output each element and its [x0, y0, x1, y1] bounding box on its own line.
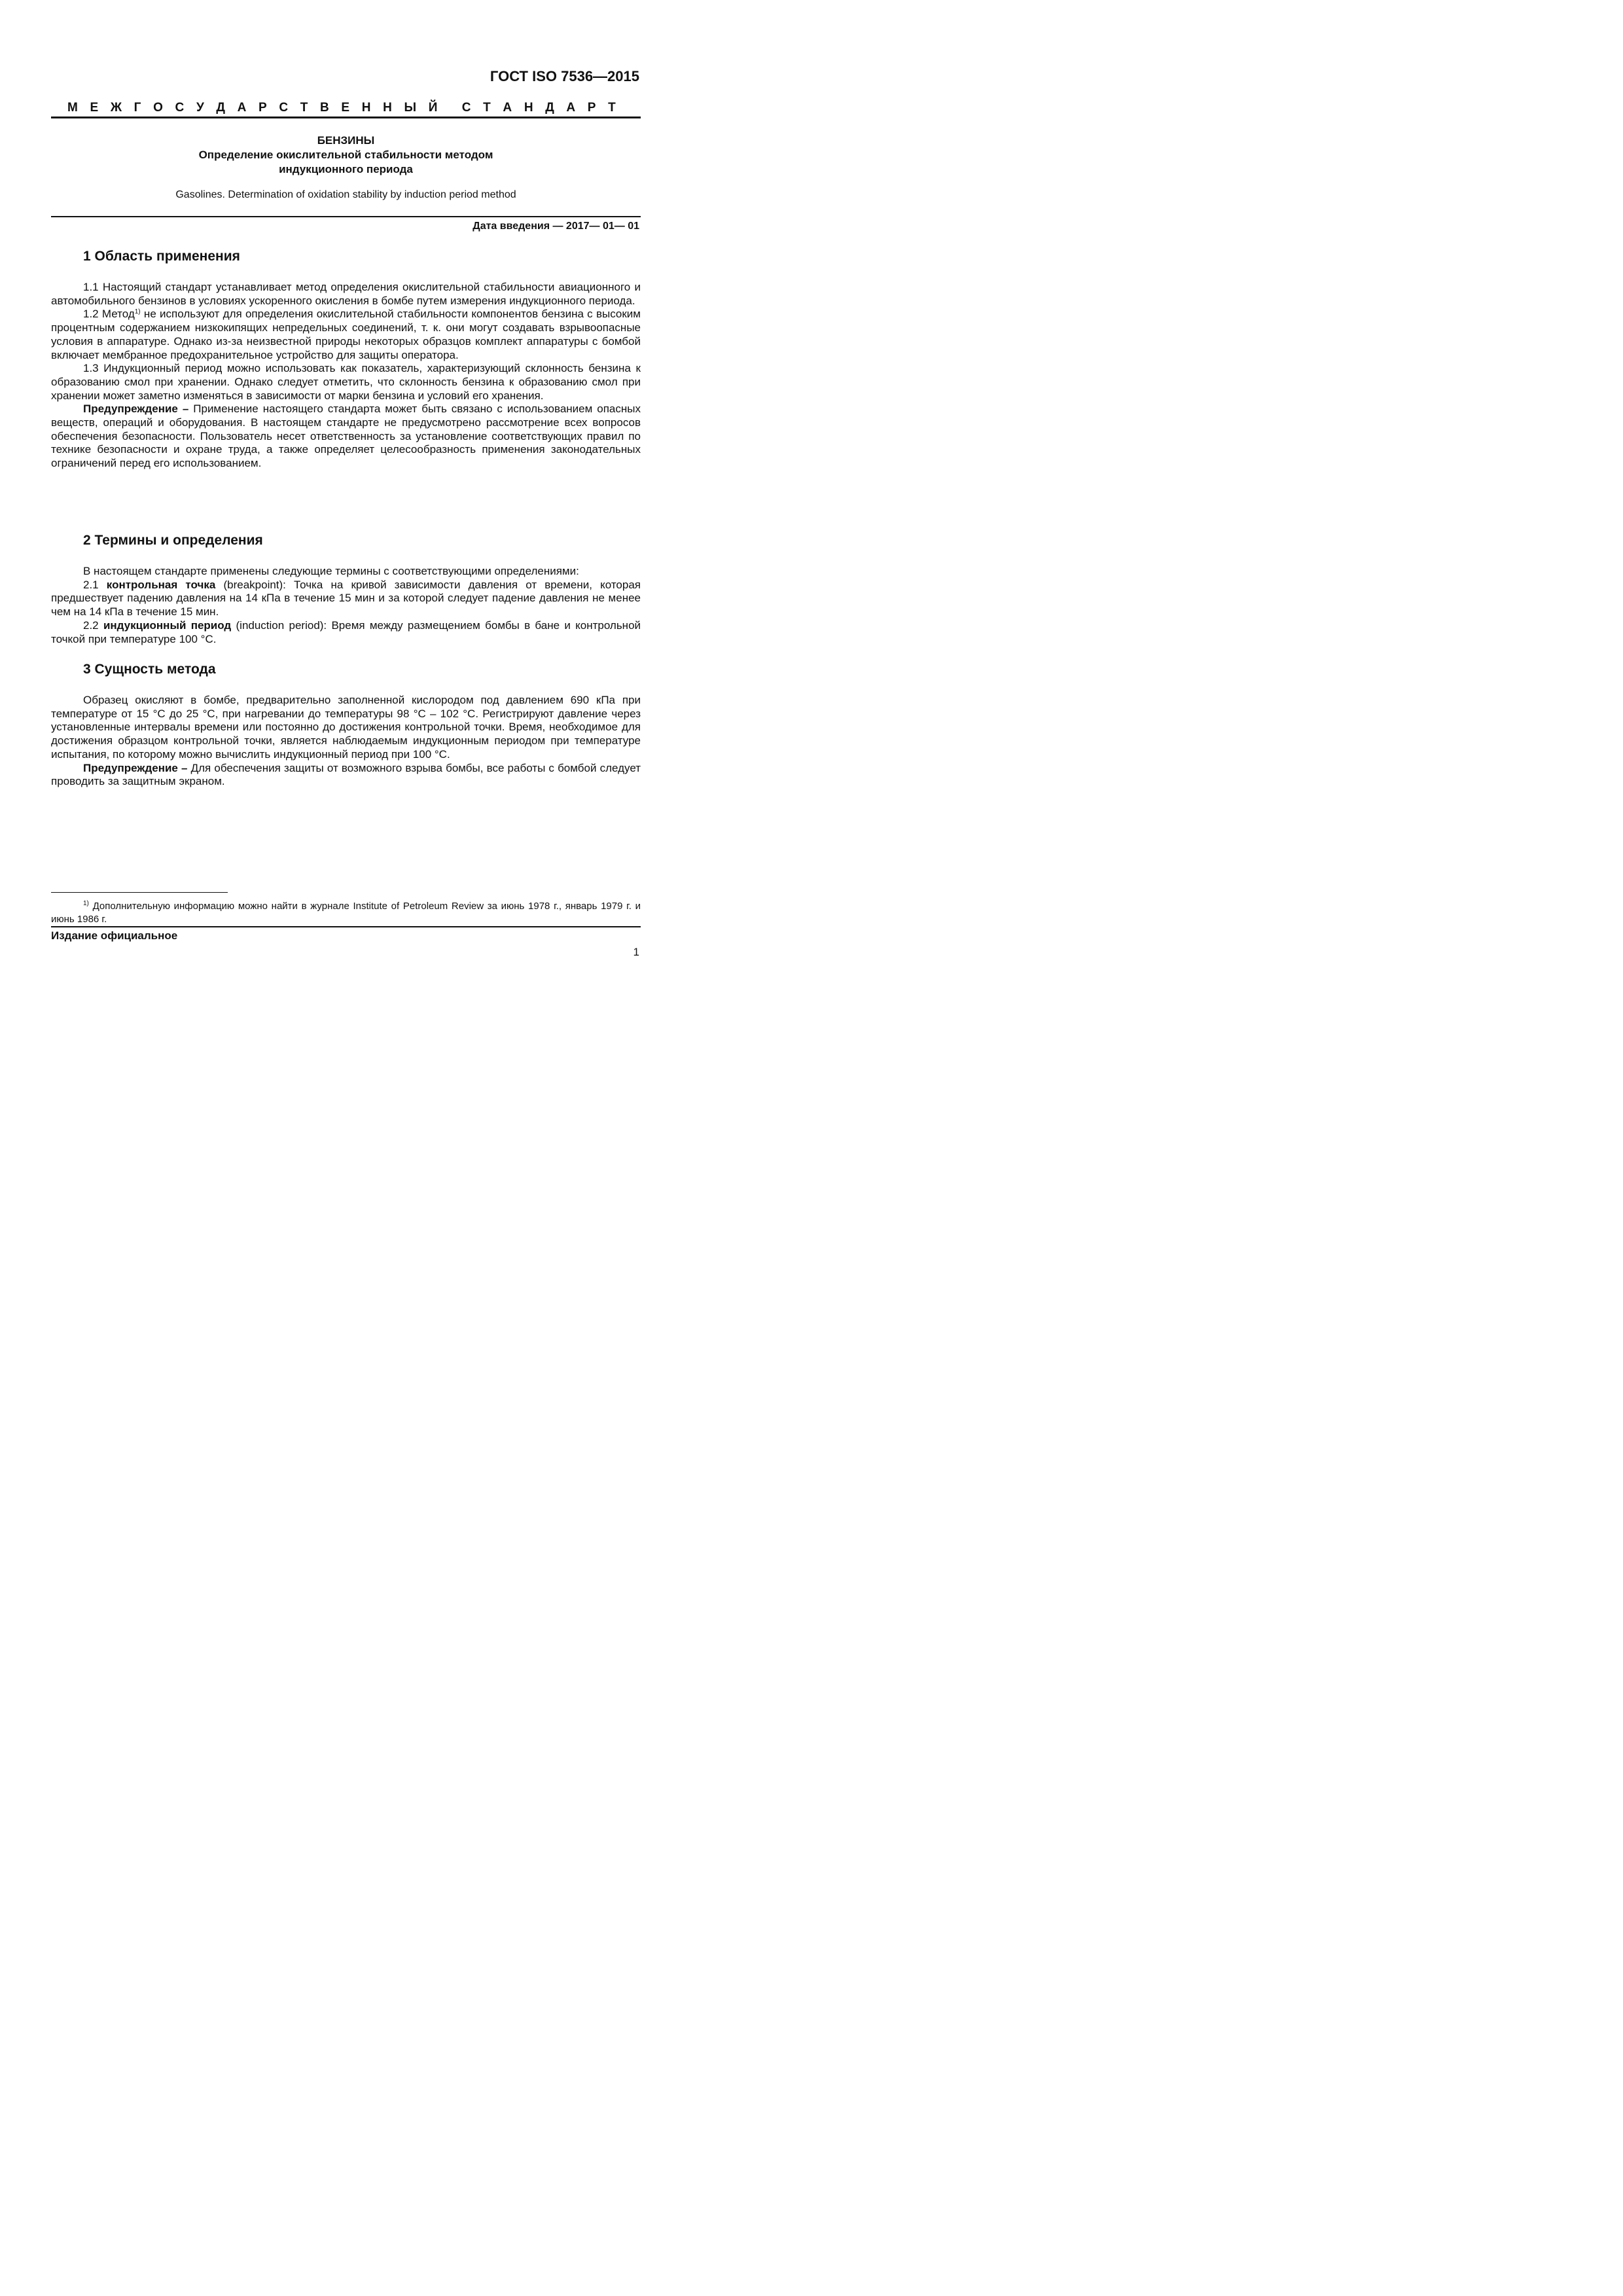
paragraph-1-2: 1.2 Метод$^{1)}$ не используют для определения окислительной стабильности компонентов бензина с высоким процентным содержанием низкокипящих непредельных соединений, т. к. они могут создавать взрывоопасные условия в аппаратуре. Однако из-за неизвестной природы некоторых образцов комплект аппаратуры с бомбой включает мембранное предохранительное устройство для защиты оператора.: [51, 308, 641, 361]
banner-letter: Ж: [110, 101, 122, 115]
warning-label: Предупреждение –: [83, 761, 188, 774]
banner-letter: Н: [524, 101, 533, 115]
warning-paragraph-1: Предупреждение – Применение настоящего стандарта может быть связано с использованием опасных веществ, операций и оборудования. В настоящем стандарте не предусмотрено рассмотрение всех вопросов обеспечения безопасности. Пользователь несет ответственность за установление соответствующих правил по технике безопасности и охране труда, а также определяет целесообразность применения законодательных ограничений перед его использованием.: [51, 403, 641, 470]
banner-letter: Г: [134, 101, 141, 115]
banner-letter: Е: [341, 101, 350, 115]
section-1-heading: 1 Область применения: [83, 249, 240, 264]
footnote-separator: [51, 892, 228, 893]
page-number: 1: [633, 946, 639, 958]
section-3: [51, 661, 641, 789]
document-subtitle-line-1: Определение окислительной стабильности методом: [198, 149, 493, 161]
banner-letter: Н: [383, 101, 392, 115]
section-2: [51, 532, 641, 646]
warning-paragraph-3: Предупреждение – Для обеспечения защиты от возможного взрыва бомбы, все работы с бомбой следует проводить за защитным экраном.: [51, 761, 641, 788]
banner-letter: С: [279, 101, 289, 115]
banner-letter: А: [566, 101, 576, 115]
paragraph-1-3: 1.3 Индукционный период можно использовать как показатель, характеризующий склонность бензина к образованию смол при хранении. Однако следует отметить, что склонность бензина к образованию смол при хранении может заметно изменяться в зависимости от марки бензина и условий его хранения.: [51, 362, 641, 402]
term-2-1: 2.1 контрольная точка (breakpoint): Точка на кривой зависимости давления от времени, которая предшествует падению давления на 14 кПа в течение 15 мин и за которой следует падение давления не менее чем на 14 кПа в течение 15 мин.: [51, 578, 641, 619]
section-2-heading: 2 Термины и определения: [83, 533, 263, 548]
document-subtitle-line-2: индукционного периода: [279, 163, 413, 175]
paragraph-3-1: Образец окисляют в бомбе, предварительно заполненной кислородом под давлением 690 кПа при температуре от 15 °C до 25 °C, при нагревании до температуры 98 °C – 102 °C. Регистрируют давление через установленные интервалы времени или постоянно до достижения контрольной точки. Время, необходимое для достижения образцом контрольной точки, является наблюдаемым индукционным периодом при температуре испытания, по которому можно вычислить индукционный период при 100 °C.: [51, 694, 641, 761]
section-3-heading: 3 Сущность метода: [83, 662, 216, 677]
banner-letter: У: [196, 101, 204, 115]
paragraph-2-intro: В настоящем стандарте применены следующие термины с соответствующими определениями:: [83, 565, 579, 577]
banner-letter: А: [237, 101, 247, 115]
interstate-standard-banner: [67, 101, 616, 115]
footer-divider: [51, 926, 641, 927]
banner-letter: О: [153, 101, 163, 115]
section-1: [51, 248, 641, 471]
footnote: $^{1)}$ Дополнительную информацию можно найти в журнале Institute of Petroleum Review за июнь 1978 г., январь 1979 г. и июнь 1986 г.: [51, 900, 641, 925]
banner-letter: Т: [608, 101, 616, 115]
banner-letter: Т: [300, 101, 308, 115]
banner-letter: М: [67, 101, 78, 115]
banner-letter: С: [175, 101, 185, 115]
document-title: БЕНЗИНЫ: [317, 134, 375, 147]
banner-letter: Й: [428, 101, 438, 115]
term-breakpoint: контрольная точка: [106, 578, 216, 591]
banner-letter: Р: [259, 101, 267, 115]
english-title: Gasolines. Determination of oxidation stability by induction period method: [175, 189, 516, 200]
header-divider: [51, 117, 641, 118]
banner-letter: В: [320, 101, 329, 115]
warning-label: Предупреждение –: [83, 403, 189, 416]
banner-letter: Р: [587, 101, 596, 115]
title-divider: [51, 216, 641, 217]
banner-letter: Д: [545, 101, 554, 115]
banner-letter: Е: [90, 101, 99, 115]
footnote-marker: 1): [83, 900, 89, 907]
banner-letter: Д: [216, 101, 225, 115]
banner-letter: Т: [483, 101, 491, 115]
footnote-reference: 1): [134, 308, 141, 316]
introduction-date: Дата введения — 2017— 01— 01: [473, 221, 639, 232]
paragraph-1-1: 1.1 Настоящий стандарт устанавливает метод определения окислительной стабильности авиационного и автомобильного бензинов в условиях ускоренного окисления в бомбе путем измерения индукционного периода.: [51, 281, 641, 307]
document-code: ГОСТ ISO 7536—2015: [490, 68, 639, 84]
banner-letter: А: [503, 101, 512, 115]
term-induction-period: индукционный период: [103, 619, 232, 632]
banner-letter: С: [461, 101, 471, 115]
banner-letter: Ы: [404, 101, 417, 115]
term-2-2: 2.2 индукционный период (induction period): Время между размещением бомбы в бане и контрольной точкой при температуре 100 °C.: [51, 619, 641, 645]
banner-letter: Н: [361, 101, 371, 115]
edition-label: Издание официальное: [51, 929, 178, 942]
